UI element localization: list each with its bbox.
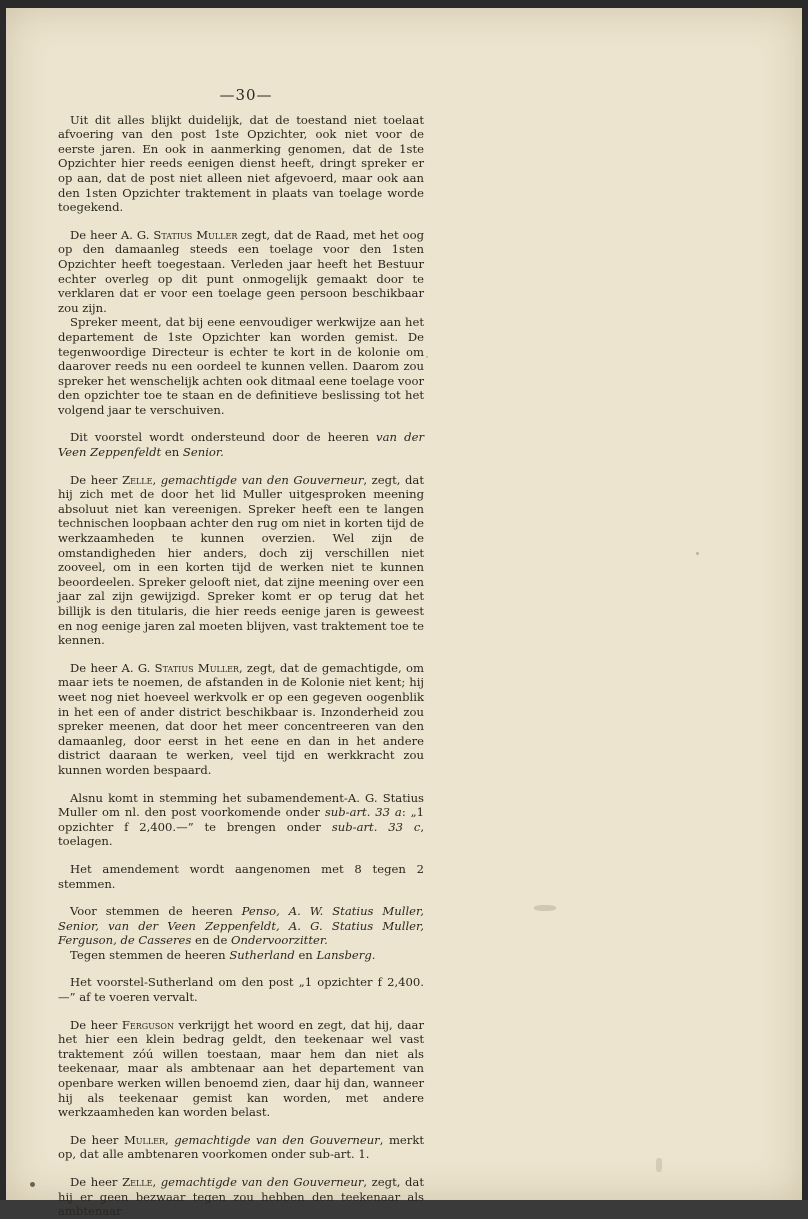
paper-speck (426, 356, 428, 358)
paper-speck (696, 552, 699, 555)
paper-speck (30, 1182, 35, 1187)
paragraph: Dit voorstel wordt ondersteund door de heeren van der Veen Zeppenfeldt en Senior. (58, 430, 424, 460)
paragraph: De heer A. G. Statius Muller, zegt, dat de gemachtigde, om maar iets te noemen, de afstanden in de Kolonie niet kent; hij weet nog niet hoeveel werkvolk er op een gegeven oogenblik in het een of ander district beschikbaar is. Inzonderheid zou spreker meenen, dat door het meer concentreeren van den damaanleg, door eerst in het eene en dan in het andere district daaraan te werken, veel tijd en werkkracht zou kunnen worden bespaard. (58, 660, 424, 777)
page-number: —30— (219, 86, 273, 104)
paragraph: Het amendement wordt aangenomen met 8 tegen 2 stemmen. (58, 861, 424, 891)
paragraph: Het voorstel-Sutherland om den post „1 opzichter f 2,400.—” af te voeren vervalt. (58, 975, 424, 1005)
paragraph: De heer Zelle, gemachtigde van den Gouverneur, zegt, dat hij er geen bezwaar tegen zou hebben den teekenaar als ambtenaar (58, 1175, 424, 1219)
paper-blemish (534, 905, 556, 911)
paragraph: De heer Zelle, gemachtigde van den Gouverneur, zegt, dat hij zich met de door het lid Muller uitgesproken meening absoluut niet kan vereenigen. Spreker heeft een te langen technischen loopbaan achter den rug om niet in korten tijd de werkzaamheden te kunnen overzien. Wel zijn de omstandigheden hier anders, doch zij verschillen niet zooveel, om in een korten tijd de werken niet te kunnen beoordeelen. Spreker gelooft niet, dat zijne meening over een jaar zal zijn gewijzigd. Spreker komt er op terug dat het billijk is den titularis, die hier reeds eenige jaren is geweest en nog eenige jaren zal moeten blijven, vast traktement toe te kennen. (58, 472, 424, 648)
scan-edge-right (802, 0, 808, 1200)
paragraph: Uit dit alles blijkt duidelijk, dat de toestand niet toelaat afvoering van den post 1ste Opzichter, ook niet voor de eerste jaren. En ook in aanmerking genomen, dat de 1ste Opzichter hier reeds eenigen dienst heeft, dringt spreker er op aan, dat de post niet alleen niet afgevoerd, maar ook aan den 1sten Opzichter traktement in plaats van toelage worde toegekend. (58, 112, 424, 215)
paragraph: Voor stemmen de heeren Penso, A. W. Statius Muller, Senior, van der Veen Zeppenfeldt, A. G. Statius Muller, Ferguson, de Casseres en de Ondervoorzitter. (58, 904, 424, 948)
paragraph: De heer Ferguson verkrijgt het woord en zegt, dat hij, daar het hier een klein bedrag geldt, den teekenaar wel vast traktement zóú willen toestaan, maar hem dan niet als teekenaar, maar als ambtenaar aan het departement van openbare werken willen benoemd zien, daar hij dan, wanneer hij als teekenaar gemist kan worden, met andere werkzaamheden kan worden belast. (58, 1017, 424, 1120)
paper-blemish (656, 1158, 662, 1172)
paragraph: De heer Muller, gemachtigde van den Gouverneur, merkt op, dat alle ambtenaren voorkomen onder sub-art. 1. (58, 1132, 425, 1162)
paragraph: Tegen stemmen de heeren Sutherland en Lansberg. (70, 947, 376, 962)
scan-edge-top (0, 0, 808, 8)
text-column (58, 88, 424, 1219)
paragraph: Spreker meent, dat bij eene eenvoudiger werkwijze aan het departement de 1ste Opzichter kan worden gemist. De tegenwoordige Directeur is echter te kort in de kolonie om daarover reeds nu een oordeel te kunnen vellen. Daarom zou spreker het wenschelijk achten ook ditmaal eene toelage voor den opzichter toe te staan en de definitieve beslissing tot het volgend jaar te verschuiven. (58, 315, 424, 417)
paragraph: Alsnu komt in stemming het subamendement-A. G. Statius Muller om nl. den post voorkomende onder sub-art. 33 a: „1 opzichter f 2,400.—” te brengen onder sub-art. 33 c, toelagen. (58, 790, 425, 849)
document-page (6, 8, 802, 1219)
paragraph: De heer A. G. Statius Muller zegt, dat de Raad, met het oog op den damaanleg steeds een toelage voor den 1sten Opzichter heeft toegestaan. Verleden jaar heeft het Bestuur echter overleg op dit punt onmogelijk gemaakt door te verklaren dat er voor een toelage geen persoon beschikbaar zou zijn. (58, 227, 424, 315)
